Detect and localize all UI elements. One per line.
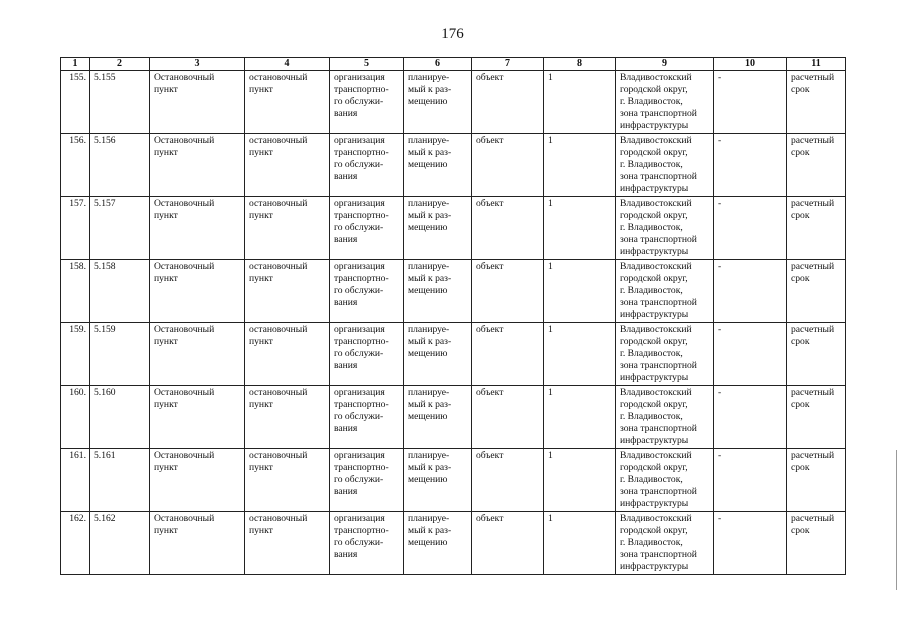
table-cell: Остановочный пункт (150, 134, 245, 197)
table-cell: остановочный пункт (245, 512, 330, 575)
table-cell: расчетный срок (787, 197, 846, 260)
table-cell: 1 (544, 512, 616, 575)
table-cell: Владивостокский городской округ, г. Владивосток, зона транспортной инфраструктуры (616, 134, 714, 197)
table-cell: планируе- мый к раз- мещению (404, 197, 472, 260)
table-cell: объект (472, 197, 544, 260)
table-cell: 156. (61, 134, 90, 197)
table-cell: планируе- мый к раз- мещению (404, 134, 472, 197)
column-header: 1 (61, 58, 90, 71)
table-cell: 5.155 (90, 71, 150, 134)
table-row (61, 197, 846, 260)
table-cell: расчетный срок (787, 512, 846, 575)
column-header: 9 (616, 58, 714, 71)
table-cell: - (714, 197, 787, 260)
table-cell: Владивостокский городской округ, г. Владивосток, зона транспортной инфраструктуры (616, 386, 714, 449)
table-cell: остановочный пункт (245, 449, 330, 512)
column-header: 2 (90, 58, 150, 71)
table-cell: 5.161 (90, 449, 150, 512)
table-cell: 157. (61, 197, 90, 260)
table-cell: объект (472, 71, 544, 134)
table-cell: объект (472, 260, 544, 323)
table-cell: - (714, 386, 787, 449)
table-cell: 5.157 (90, 197, 150, 260)
table-row (61, 134, 846, 197)
table-cell: Владивостокский городской округ, г. Владивосток, зона транспортной инфраструктуры (616, 449, 714, 512)
column-header: 5 (330, 58, 404, 71)
table-cell: Остановочный пункт (150, 260, 245, 323)
table-cell: Владивостокский городской округ, г. Владивосток, зона транспортной инфраструктуры (616, 197, 714, 260)
table-cell: - (714, 512, 787, 575)
table-cell: 162. (61, 512, 90, 575)
table-cell: 159. (61, 323, 90, 386)
table-cell: планируе- мый к раз- мещению (404, 386, 472, 449)
table-cell: 161. (61, 449, 90, 512)
table-cell: 1 (544, 71, 616, 134)
table-cell: - (714, 449, 787, 512)
table-cell: остановочный пункт (245, 323, 330, 386)
header-row (61, 58, 846, 71)
column-header: 11 (787, 58, 846, 71)
table-cell: организация транспортно- го обслужи- вания (330, 323, 404, 386)
table-cell: расчетный срок (787, 323, 846, 386)
table-cell: 1 (544, 386, 616, 449)
table-cell: остановочный пункт (245, 197, 330, 260)
table-cell: 1 (544, 260, 616, 323)
table-cell: расчетный срок (787, 71, 846, 134)
table-cell: объект (472, 323, 544, 386)
table-cell: Остановочный пункт (150, 323, 245, 386)
table-cell: организация транспортно- го обслужи- вания (330, 134, 404, 197)
table-cell: Остановочный пункт (150, 386, 245, 449)
table-cell: Владивостокский городской округ, г. Владивосток, зона транспортной инфраструктуры (616, 512, 714, 575)
table-cell: 160. (61, 386, 90, 449)
table-cell: - (714, 71, 787, 134)
table-cell: 155. (61, 71, 90, 134)
table-cell: планируе- мый к раз- мещению (404, 260, 472, 323)
column-header: 3 (150, 58, 245, 71)
table-cell: - (714, 134, 787, 197)
table-cell: Остановочный пункт (150, 197, 245, 260)
table-row (61, 386, 846, 449)
table-cell: Владивостокский городской округ, г. Владивосток, зона транспортной инфраструктуры (616, 71, 714, 134)
objects-table (60, 57, 846, 575)
table-cell: 5.158 (90, 260, 150, 323)
table-cell: планируе- мый к раз- мещению (404, 323, 472, 386)
table-body (61, 71, 846, 575)
table-cell: - (714, 260, 787, 323)
table-cell: объект (472, 512, 544, 575)
table-cell: организация транспортно- го обслужи- вания (330, 197, 404, 260)
column-header: 6 (404, 58, 472, 71)
table-cell: организация транспортно- го обслужи- вания (330, 71, 404, 134)
column-header: 10 (714, 58, 787, 71)
table-cell: планируе- мый к раз- мещению (404, 512, 472, 575)
table-cell: расчетный срок (787, 449, 846, 512)
table-cell: объект (472, 386, 544, 449)
table-cell: 1 (544, 134, 616, 197)
table-cell: планируе- мый к раз- мещению (404, 71, 472, 134)
table-cell: организация транспортно- го обслужи- вания (330, 449, 404, 512)
table-cell: организация транспортно- го обслужи- вания (330, 386, 404, 449)
table-cell: объект (472, 134, 544, 197)
table-cell: 158. (61, 260, 90, 323)
table-cell: организация транспортно- го обслужи- вания (330, 512, 404, 575)
table-row (61, 512, 846, 575)
table-cell: Владивостокский городской округ, г. Владивосток, зона транспортной инфраструктуры (616, 260, 714, 323)
table-cell: расчетный срок (787, 260, 846, 323)
table-cell: планируе- мый к раз- мещению (404, 449, 472, 512)
table-cell: 5.160 (90, 386, 150, 449)
table-cell: Владивостокский городской округ, г. Владивосток, зона транспортной инфраструктуры (616, 323, 714, 386)
table-cell: остановочный пункт (245, 386, 330, 449)
table-cell: Остановочный пункт (150, 512, 245, 575)
table-cell: остановочный пункт (245, 134, 330, 197)
table-row (61, 71, 846, 134)
table-cell: 5.156 (90, 134, 150, 197)
table-cell: остановочный пункт (245, 260, 330, 323)
column-header: 4 (245, 58, 330, 71)
table-row (61, 323, 846, 386)
table-cell: Остановочный пункт (150, 449, 245, 512)
table-cell: 5.159 (90, 323, 150, 386)
column-header: 8 (544, 58, 616, 71)
table-cell: организация транспортно- го обслужи- вания (330, 260, 404, 323)
page-number: 176 (441, 26, 464, 42)
table-cell: 5.162 (90, 512, 150, 575)
table-cell: - (714, 323, 787, 386)
table-cell: 1 (544, 449, 616, 512)
table-cell: расчетный срок (787, 386, 846, 449)
table-cell: расчетный срок (787, 134, 846, 197)
table-cell: Остановочный пункт (150, 71, 245, 134)
table-row (61, 449, 846, 512)
column-header: 7 (472, 58, 544, 71)
scan-edge-mark (896, 450, 897, 590)
table-cell: 1 (544, 197, 616, 260)
table-row (61, 260, 846, 323)
table-cell: остановочный пункт (245, 71, 330, 134)
table-cell: 1 (544, 323, 616, 386)
table-cell: объект (472, 449, 544, 512)
